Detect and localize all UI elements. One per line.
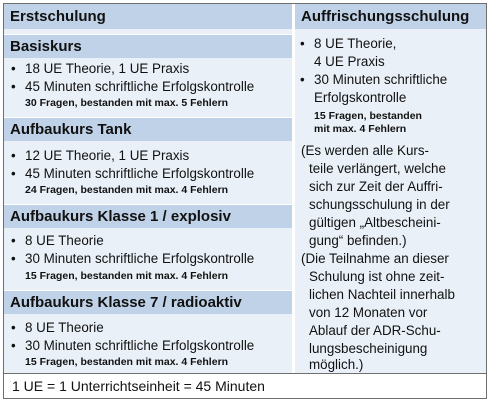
line-text: 45 Minuten schriftliche Erfolgskontrolle bbox=[25, 79, 255, 94]
refresher-note-1: 15 Fragen, bestanden bbox=[314, 110, 422, 122]
refresher-para2-line: lungsbescheinigung bbox=[309, 341, 428, 356]
course-klasse-1-note: 15 Fragen, bestanden mit max. 4 Fehlern bbox=[25, 270, 229, 282]
line-text: 30 Minuten schriftliche bbox=[314, 72, 448, 87]
refresher-para2-line: (Die Teilnahme an dieser bbox=[301, 251, 449, 266]
refresher-para1-line: (Es werden alle Kurs- bbox=[301, 143, 430, 158]
course-basiskurs-line-1 bbox=[11, 61, 189, 77]
course-klasse-1-line-2 bbox=[11, 251, 254, 267]
course-tank-note: 24 Fragen, bestanden mit max. 4 Fehlern bbox=[25, 184, 229, 196]
bullet-icon: • bbox=[300, 36, 305, 51]
refresher-bullet-1-cont: 4 UE Praxis bbox=[314, 54, 385, 69]
header-auffrischungsschulung: Auffrischungsschulung bbox=[295, 4, 486, 29]
bullet-icon: • bbox=[11, 79, 16, 94]
bullet-icon: • bbox=[11, 338, 16, 353]
course-tank-line-2 bbox=[11, 166, 254, 182]
refresher-para2-line: Schulung ist ohne zeit- bbox=[309, 269, 445, 284]
bullet-icon: • bbox=[300, 72, 305, 87]
refresher-para1-line: sich zur Zeit der Auffri- bbox=[309, 179, 443, 194]
refresher-para1-line: gung“ befinden.) bbox=[309, 233, 407, 248]
line-text: 8 UE Theorie bbox=[25, 233, 104, 248]
line-text: 30 Minuten schriftliche Erfolgskontrolle bbox=[25, 251, 255, 266]
refresher-note-2: mit max. 4 Fehlern bbox=[314, 123, 407, 135]
course-title-klasse-7: Aufbaukurs Klasse 7 / radioaktiv bbox=[4, 291, 292, 314]
course-klasse-7-line-2 bbox=[11, 338, 254, 354]
bullet-icon: • bbox=[11, 61, 16, 76]
refresher-para2-line: lichen Nachteil innerhalb bbox=[309, 287, 455, 302]
refresher-para1-line: gültigen „Altbescheini- bbox=[309, 215, 441, 230]
refresher-para2-line: möglich.) bbox=[309, 357, 364, 372]
course-klasse-7-line-1 bbox=[11, 320, 104, 336]
course-klasse-1-line-1 bbox=[11, 233, 104, 249]
bullet-icon: • bbox=[11, 148, 16, 163]
bullet-icon: • bbox=[11, 320, 16, 335]
course-klasse-7-note: 15 Fragen, bestanden mit max. 4 Fehlern bbox=[25, 356, 229, 368]
refresher-para2-line: Ablauf der ADR-Schu- bbox=[309, 323, 441, 338]
bullet-icon: • bbox=[11, 233, 16, 248]
course-basiskurs-line-2 bbox=[11, 79, 254, 95]
line-text: 8 UE Theorie, bbox=[314, 36, 397, 51]
course-basiskurs-note: 30 Fragen, bestanden mit max. 5 Fehlern bbox=[25, 97, 229, 109]
line-text: 45 Minuten schriftliche Erfolgskontrolle bbox=[25, 166, 255, 181]
header-erstschulung: Erstschulung bbox=[4, 4, 292, 29]
refresher-bullet-2 bbox=[300, 72, 447, 88]
line-text: 18 UE Theorie, 1 UE Praxis bbox=[25, 61, 190, 76]
course-title-klasse-1: Aufbaukurs Klasse 1 / explosiv bbox=[4, 205, 292, 228]
course-tank-line-1 bbox=[11, 148, 189, 164]
refresher-para1-line: teile verlängert, welche bbox=[309, 161, 446, 176]
line-text: 30 Minuten schriftliche Erfolgskontrolle bbox=[25, 338, 255, 353]
refresher-para2-line: von 12 Monaten vor bbox=[309, 305, 428, 320]
course-title-tank: Aufbaukurs Tank bbox=[4, 118, 292, 141]
bullet-icon: • bbox=[11, 251, 16, 266]
line-text: 8 UE Theorie bbox=[25, 320, 104, 335]
footer-note: 1 UE = 1 Unterrichtseinheit = 45 Minuten bbox=[4, 373, 486, 398]
bullet-icon: • bbox=[11, 166, 16, 181]
line-text: 12 UE Theorie, 1 UE Praxis bbox=[25, 148, 190, 163]
refresher-para1-line: schungsschulung in der bbox=[309, 197, 450, 212]
course-title-basiskurs: Basiskurs bbox=[4, 35, 292, 58]
refresher-bullet-1 bbox=[300, 36, 396, 52]
refresher-bullet-2-cont: Erfolgskontrolle bbox=[314, 90, 407, 105]
